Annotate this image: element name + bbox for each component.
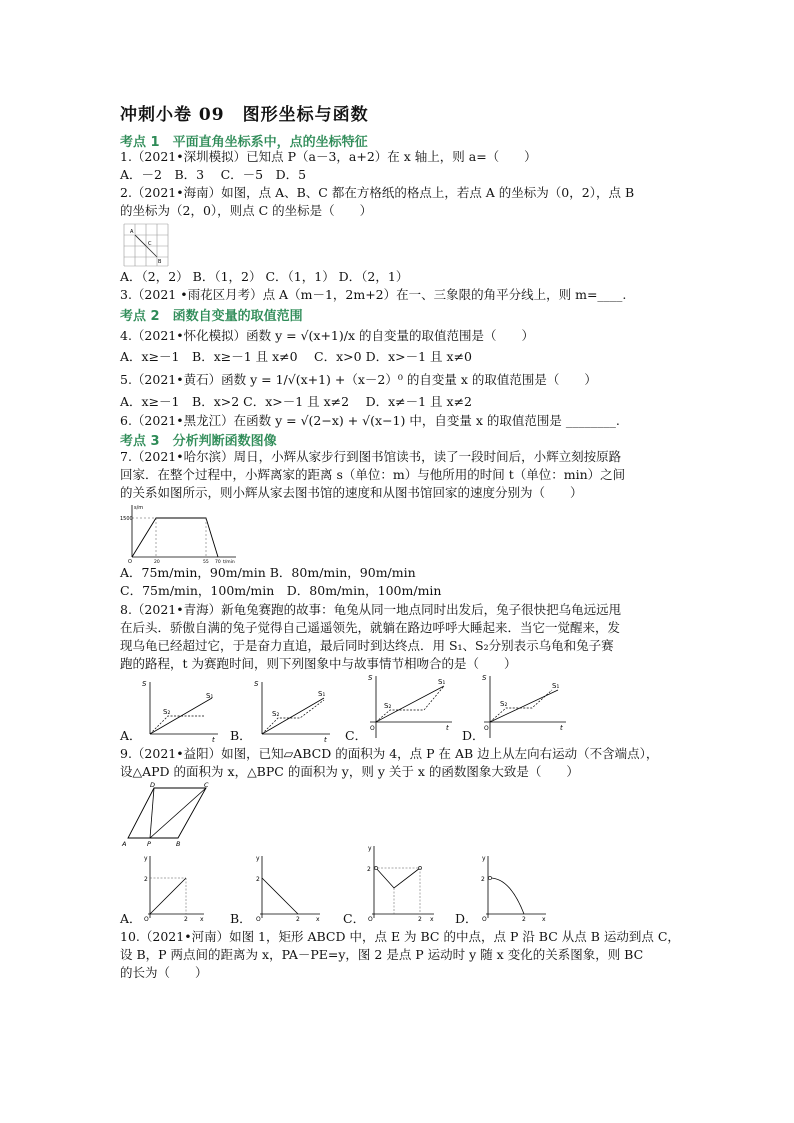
q8-graph-c <box>364 672 456 744</box>
q8c-s1: S₁ <box>438 678 446 686</box>
q9b-axis-y: y <box>256 855 260 862</box>
q7-x-tick-20: 20 <box>154 560 160 564</box>
q8a-s1: S₁ <box>206 692 214 700</box>
q8a-axis-y: S <box>142 680 147 688</box>
q9d-origin: O <box>482 916 487 923</box>
q9d-tick-y: 2 <box>481 876 485 883</box>
q10-stem-1: 10.（2021•河南）如图 1，矩形 ABCD 中，点 E 为 BC 的中点，点 P 沿 BC 从点 B 运动到点 C， <box>120 929 680 944</box>
q8c-axis-x: t <box>446 724 449 732</box>
q9c-axis-x: x <box>430 916 434 923</box>
q9b-origin: O <box>256 916 261 923</box>
section-heading-3: 考点 3 分析判断函数图像 <box>120 434 277 449</box>
q8-stem-1: 8.（2021•青海）新龟兔赛跑的故事：龟兔从同一地点同时出发后，兔子很快把乌龟远远甩 <box>120 602 622 617</box>
q2-options: A．（2，2） B．（1，2） C．（1，1） D．（2，1） <box>120 269 409 284</box>
q9-graph-b <box>250 850 324 924</box>
q7-origin: O <box>128 559 132 564</box>
q6-stem: 6.（2021•黑龙江）在函数 y = √(2−x) + √(x−1) 中，自变量 x 的取值范围是 ________. <box>120 413 620 428</box>
q10-stem-2: 设 B，P 两点间的距离为 x，PA－PE=y，图 2 是点 P 运动时 y 随 x 变化的关系图象，则 BC <box>120 947 644 962</box>
q8c-axis-y: S <box>368 674 373 682</box>
q5-options: A．x≥－1 B．x>2 C．x>－1 且 x≠2 D．x≠－1 且 x≠2 <box>120 394 472 409</box>
q7-distance-time-graph <box>120 502 240 564</box>
q8-graph-d <box>478 672 570 744</box>
q2-grid-figure <box>122 222 170 268</box>
q7-x-tick-70: 70 <box>215 560 221 564</box>
q9-graph-d <box>476 850 550 924</box>
q8-stem-2: 在后头．骄傲自满的兔子觉得自己遥遥领先，就躺在路边呼呼大睡起来．当它一觉醒来，发 <box>120 620 621 635</box>
q8-option-c-letter: C． <box>345 728 368 743</box>
q9a-axis-x: x <box>200 916 204 923</box>
q9-label-d: D <box>150 781 156 789</box>
q7-x-label: t/min <box>223 560 235 564</box>
q9d-axis-y: y <box>482 855 486 862</box>
q4-stem: 4.（2021•怀化模拟）函数 y = √(x+1)/x 的自变量的取值范围是（ ） <box>120 328 534 343</box>
q8-stem-3: 现乌龟已经超过它，于是奋力直追，最后同时到达终点．用 S₁、S₂分别表示乌龟和兔子赛 <box>120 638 614 653</box>
q9-label-a: A <box>122 840 127 848</box>
q9-option-b-letter: B． <box>230 911 252 926</box>
q7-stem-1: 7.（2021•哈尔滨）周日，小辉从家步行到图书馆读书，读了一段时间后，小辉立刻按原路 <box>120 449 622 464</box>
q8-option-a-letter: A． <box>120 728 142 743</box>
q8-option-d-letter: D． <box>462 728 485 743</box>
q8d-s2: S₂ <box>500 700 508 708</box>
q2-label-a: A <box>130 229 134 235</box>
q9d-tick-x: 2 <box>522 916 526 923</box>
q8b-axis-y: S <box>254 680 259 688</box>
q2-label-c: C <box>148 241 152 247</box>
q9-label-c: C <box>204 781 209 789</box>
q9-label-p: P <box>147 840 151 848</box>
q10-stem-3: 的长为（ ） <box>120 965 208 980</box>
q5-stem: 5.（2021•黄石）函数 y = 1/√(x+1) +（x－2）⁰ 的自变量 x 的取值范围是（ ） <box>120 372 597 387</box>
q9a-axis-y: y <box>144 855 148 862</box>
q9a-tick-x: 2 <box>184 916 188 923</box>
q7-stem-3: 的关系如图所示，则小辉从家去图书馆的速度和从图书馆回家的速度分别为（ ） <box>120 485 583 500</box>
q9-option-d-letter: D． <box>455 911 478 926</box>
q7-y-label: s/m <box>134 505 144 511</box>
q8b-s2: S₂ <box>272 710 280 718</box>
q8-stem-4: 跑的路程，t 为赛跑时间，则下列图象中与故事情节相吻合的是（ ） <box>120 656 517 671</box>
q9a-origin: O <box>144 916 149 923</box>
q7-options-2: C．75m/min，100m/min D．80m/min，100m/min <box>120 583 442 598</box>
q9b-tick-x: 2 <box>296 916 300 923</box>
q7-y-tick: 1500 <box>120 516 133 522</box>
q1-options: A．－2 B．3 C．－5 D．5 <box>120 167 307 182</box>
q8d-origin: O <box>484 725 489 732</box>
q8b-s1: S₁ <box>318 690 326 698</box>
q9-option-a-letter: A． <box>120 911 142 926</box>
q8c-origin: O <box>370 725 375 732</box>
q3-stem: 3.（2021 •雨花区月考）点 A（m－1，2m+2）在一、三象限的角平分线上，则 m=____. <box>120 287 627 302</box>
q9c-tick-x: 2 <box>418 916 422 923</box>
q1-stem: 1.（2021•深圳模拟）已知点 P（a－3，a+2）在 x 轴上，则 a=（ ） <box>120 149 537 164</box>
q8-option-b-letter: B． <box>230 728 252 743</box>
page-title: 冲刺小卷 09 图形坐标与函数 <box>120 105 369 125</box>
q9-graph-c <box>362 840 438 924</box>
q8a-axis-x: t <box>212 736 215 742</box>
section-heading-1: 考点 1 平面直角坐标系中，点的坐标特征 <box>120 135 368 150</box>
section-heading-2: 考点 2 函数自变量的取值范围 <box>120 309 303 324</box>
q9-label-b: B <box>176 840 181 848</box>
q8d-s1: S₁ <box>552 682 560 690</box>
q9b-tick-y: 2 <box>256 876 260 883</box>
q9-graph-a <box>138 850 208 924</box>
q8d-axis-y: S <box>482 674 487 682</box>
q7-x-tick-55: 55 <box>203 560 209 564</box>
q9d-axis-x: x <box>542 916 546 923</box>
q9c-origin: O <box>368 916 373 923</box>
q8d-axis-x: t <box>560 724 563 732</box>
q9-parallelogram-figure <box>120 780 212 850</box>
q2-label-b: B <box>158 259 162 265</box>
q9c-tick-y: 2 <box>367 866 371 873</box>
q8b-axis-x: t <box>324 736 327 742</box>
q9-option-c-letter: C． <box>343 911 366 926</box>
q9-stem-2: 设△APD 的面积为 x，△BPC 的面积为 y，则 y 关于 x 的函数图象大致是（ ） <box>120 764 579 779</box>
q9a-tick-y: 2 <box>144 876 148 883</box>
q8-graph-b <box>250 676 332 742</box>
q9-stem-1: 9.（2021•益阳）如图，已知▱ABCD 的面积为 4，点 P 在 AB 边上从左向右运动（不含端点）， <box>120 746 659 761</box>
q9c-axis-y: y <box>368 845 372 852</box>
q4-options: A．x≥－1 B．x≥－1 且 x≠0 C．x>0 D．x>－1 且 x≠0 <box>120 349 472 364</box>
q8c-s2: S₂ <box>384 702 392 710</box>
q8a-s2: S₂ <box>163 708 171 716</box>
q8-graph-a <box>138 676 220 742</box>
q9b-axis-x: x <box>316 916 320 923</box>
q2-stem-2: 的坐标为（2，0），则点 C 的坐标是（ ） <box>120 203 373 218</box>
q7-options-1: A．75m/min，90m/min B．80m/min，90m/min <box>120 565 416 580</box>
q2-stem-1: 2.（2021•海南）如图，点 A、B、C 都在方格纸的格点上，若点 A 的坐标为（0，2），点 B <box>120 185 635 200</box>
q7-stem-2: 回家．在整个过程中，小辉离家的距离 s（单位：m）与他所用的时间 t（单位：min）之间 <box>120 467 626 482</box>
